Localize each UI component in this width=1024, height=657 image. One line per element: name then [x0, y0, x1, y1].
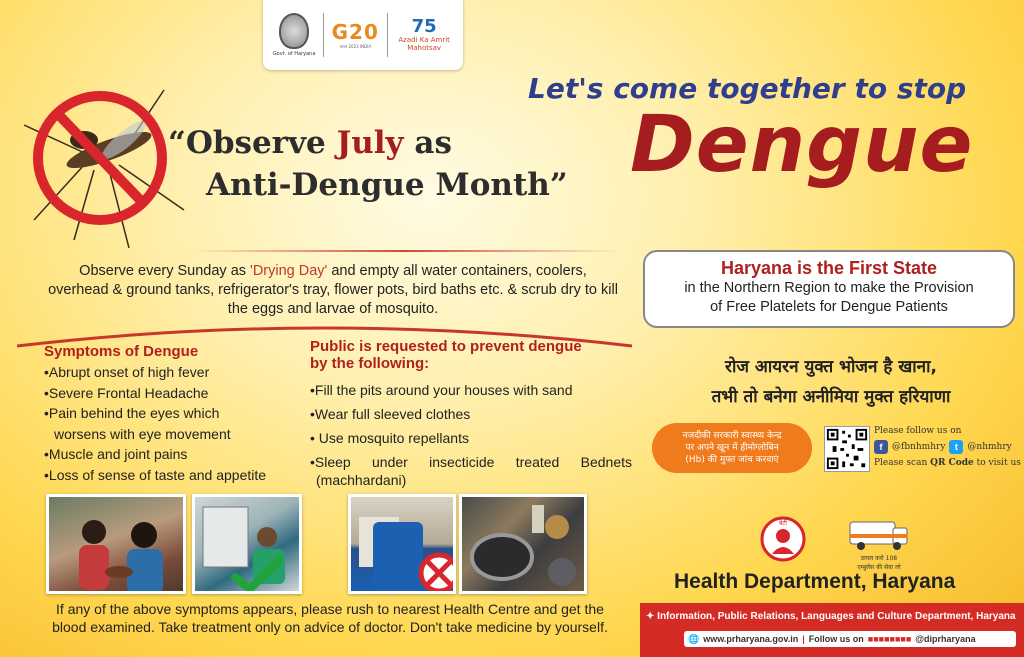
g20-logo-sub: भारत 2023 INDIA [339, 44, 372, 49]
footer-department: Information, Public Relations, Languages and Culture Department, Haryana [657, 611, 1016, 622]
prevention-item: • Use mosquito repellants [310, 430, 469, 446]
scan-text: Please scan [874, 458, 931, 468]
photo-cooler-cleaning [192, 494, 302, 594]
logo-divider [387, 13, 388, 57]
logo-divider [323, 13, 324, 57]
prevention-heading-1: Public is requested to prevent dengue [310, 338, 582, 355]
pill-line3: (Hb) की मुफ्त जांच करवाएं [685, 455, 779, 465]
haryana-logo-caption: Govt. of Haryana [272, 51, 316, 57]
drying-text-2: and empty all water containers, coolers, overhead & ground tanks, refrigerator's tray, flower pots, bird baths etc. & scrub dry to kill the eggs and larvae of mosquito. [48, 263, 618, 317]
symptom-item: •Pain behind the eyes which [44, 405, 220, 421]
logo-strip [263, 0, 463, 70]
prevention-item: •Sleep under insecticide treated Bednets [310, 454, 632, 470]
qr-code-icon[interactable] [824, 426, 870, 472]
advice-line2: blood examined. Take treatment only on advice of doctor. Don't take medicine by yourself. [52, 619, 608, 635]
twitter-handle[interactable]: @nhmhry [967, 442, 1012, 452]
social-follow [874, 426, 1024, 468]
prevention-item-continued: (machhardani) [316, 472, 407, 488]
azadi-logo [395, 5, 453, 65]
g20-logo [332, 5, 379, 65]
symptom-item: •Muscle and joint pains [44, 446, 188, 462]
slogan-line2: तभी तो बनेगा अनीमिया मुक्त हरियाणा [711, 387, 951, 407]
ambulance-icon [845, 516, 915, 576]
symptom-item: •Severe Frontal Headache [44, 384, 209, 401]
as-text: as [403, 125, 452, 161]
g20-logo-text: G20 [331, 20, 379, 44]
social-icons-row[interactable]: ■■■■■■■■ [867, 634, 912, 644]
dengue-title: Dengue [630, 100, 974, 190]
ipr-footer [640, 603, 1024, 657]
observe-heading [168, 122, 588, 206]
follow-label: Follow us on [808, 634, 864, 644]
haryana-first-state-box [643, 250, 1015, 328]
drum-illustration [351, 497, 456, 594]
facebook-handle[interactable]: @fbnhmhry [892, 442, 946, 452]
pill-line1: नजदीकी सरकारी स्वास्थ्य केन्द्र [682, 431, 782, 441]
symptom-item: •Loss of sense of taste and appetite [44, 466, 267, 483]
hb-test-pill [652, 423, 812, 473]
health-department-label: Health Department, Haryana [674, 570, 956, 593]
drying-day-highlight: 'Drying Day' [250, 263, 328, 279]
photo-water-drum [348, 494, 456, 594]
symptom-item-continued: worsens with eye movement [54, 425, 231, 442]
haryana-box-line3: of Free Platelets for Dengue Patients [710, 299, 948, 315]
website-link[interactable]: www.prharyana.gov.in [703, 634, 799, 644]
follow-text: Please follow us on [874, 426, 962, 436]
anaemia-slogan [645, 352, 1017, 412]
azadi-text: Azadi Ka Amrit Mahotsav [398, 36, 450, 52]
emblem-icon: ✦ [646, 611, 658, 622]
observe-text: “Observe [168, 125, 337, 161]
haryana-seal-icon [279, 13, 309, 49]
haryana-logo [273, 5, 316, 65]
symptom-advice [30, 600, 630, 636]
photo-health-check [46, 494, 186, 594]
globe-icon: 🌐 [688, 633, 700, 644]
symptoms-heading: Symptoms of Dengue [44, 343, 199, 360]
beti-bachao-icon [760, 516, 806, 566]
people-illustration [49, 497, 186, 594]
prevention-heading-2: by the following: [310, 355, 430, 372]
photo-water-containers [459, 494, 587, 594]
dipr-handle[interactable]: @diprharyana [915, 634, 976, 644]
symptoms-section [44, 343, 309, 485]
pill-line2: पर अपने खून में हीमोग्लोबिन [685, 443, 779, 453]
divider: | [802, 634, 805, 644]
lets-come-together-heading: Let's come together to stop [528, 72, 967, 105]
drying-day-paragraph [48, 262, 618, 319]
prevention-item: •Fill the pits around your houses with sand [310, 382, 573, 398]
twitter-icon[interactable]: t [949, 440, 963, 454]
advice-line1: If any of the above symptoms appears, please rush to nearest Health Centre and get the [56, 601, 604, 617]
haryana-box-line2: in the Northern Region to make the Provision [684, 280, 974, 296]
scan-suffix: to visit us [973, 458, 1021, 468]
facebook-icon[interactable]: f [874, 440, 888, 454]
haryana-box-title: Haryana is the First State [720, 258, 938, 278]
prevention-section [310, 338, 632, 489]
footer-links-bar [684, 631, 1016, 647]
prevention-item: •Wear full sleeved clothes [310, 406, 471, 422]
divider-line [190, 250, 620, 252]
july-text: July [336, 125, 404, 161]
anti-dengue-month-text: Anti-Dengue Month” [206, 167, 568, 203]
azadi-number: 75 [411, 16, 437, 37]
slogan-line1: रोज आयरन युक्त भोजन है खाना, [725, 357, 937, 377]
drying-text-1: Observe every Sunday as [79, 263, 251, 279]
svg-text:बेटी: बेटी [778, 520, 788, 527]
symptom-item: •Abrupt onset of high fever [44, 364, 210, 380]
containers-illustration [462, 497, 587, 594]
no-mosquito-icon [14, 70, 194, 250]
svg-text:एम्बुलेंस की सेवा लो: एम्बुलेंस की सेवा लो [857, 564, 901, 571]
svg-text:डायल करो 108: डायल करो 108 [860, 555, 898, 562]
qr-code-label: QR Code [930, 458, 974, 468]
cooler-illustration [195, 497, 302, 594]
